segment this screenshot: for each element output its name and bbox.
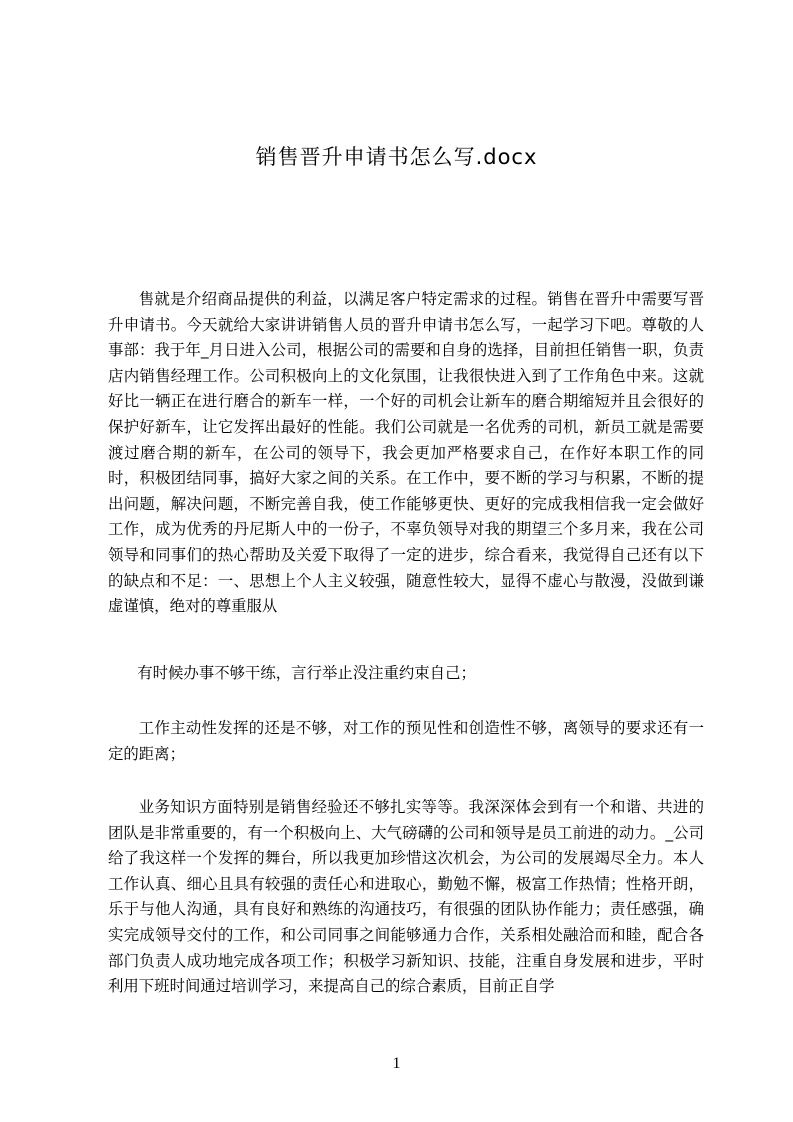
- paragraph-shortcoming-2: 有时候办事不够干练，言行举止没注重约束自己；: [137, 664, 476, 682]
- page-number: 1: [392, 1055, 401, 1072]
- paragraph-self-evaluation: 业务知识方面特别是销售经验还不够扎实等等。我深深体会到有一个和谐、共进的团队是非常重要的，有一个积极向上、大气磅礴的公司和领导是员工前进的动力。_公司给了我这样一个发挥的舞台，所以我更加珍惜这次机会，为公司的发展竭尽全力。本人工作认真、细心且具有较强的责任心和进取心，勤勉不懈，极富工作热情；性格开朗，乐于与他人沟通，具有良好和熟练的沟通技巧，有很强的团队协作能力；责任感强，确实完成领导交付的工作，和公司同事之间能够通力合作，关系相处融洽而和睦，配合各部门负责人成功地完成各项工作；积极学习新知识、技能，注重自身发展和进步，平时利用下班时间通过培训学习，来提高自己的综合素质，目前正自学: [108, 798, 704, 996]
- paragraph-shortcoming-3: 工作主动性发挥的还是不够，对工作的预见性和创造性不够，离领导的要求还有一定的距离；: [108, 719, 704, 763]
- paragraph-intro: 售就是介绍商品提供的利益，以满足客户特定需求的过程。销售在晋升中需要写晋升申请书。今天就给大家讲讲销售人员的晋升申请书怎么写，一起学习下吧。尊敬的人事部：我于年_月日进入公司，根据公司的需要和自身的选择，目前担任销售一职，负责店内销售经理工作。公司积极向上的文化氛围，让我很快进入到了工作角色中来。这就好比一辆正在进行磨合的新车一样，一个好的司机会让新车的磨合期缩短并且会很好的保护好新车，让它发挥出最好的性能。我们公司就是一名优秀的司机，新员工就是需要渡过磨合期的新车，在公司的领导下，我会更加严格要求自己，在作好本职工作的同时，积极团结同事，搞好大家之间的关系。在工作中，要不断的学习与积累，不断的提出问题，解决问题，不断完善自我，使工作能够更快、更好的完成我相信我一定会做好工作，成为优秀的丹尼斯人中的一份子，不辜负领导对我的期望三个多月来，我在公司领导和同事们的热心帮助及关爱下取得了一定的进步，综合看来，我觉得自己还有以下的缺点和不足：一、思想上个人主义较强，随意性较大，显得不虚心与散漫，没做到谦虚谨慎，绝对的尊重服从: [108, 290, 704, 616]
- document-title: 销售晋升申请书怎么写.docx: [255, 145, 538, 169]
